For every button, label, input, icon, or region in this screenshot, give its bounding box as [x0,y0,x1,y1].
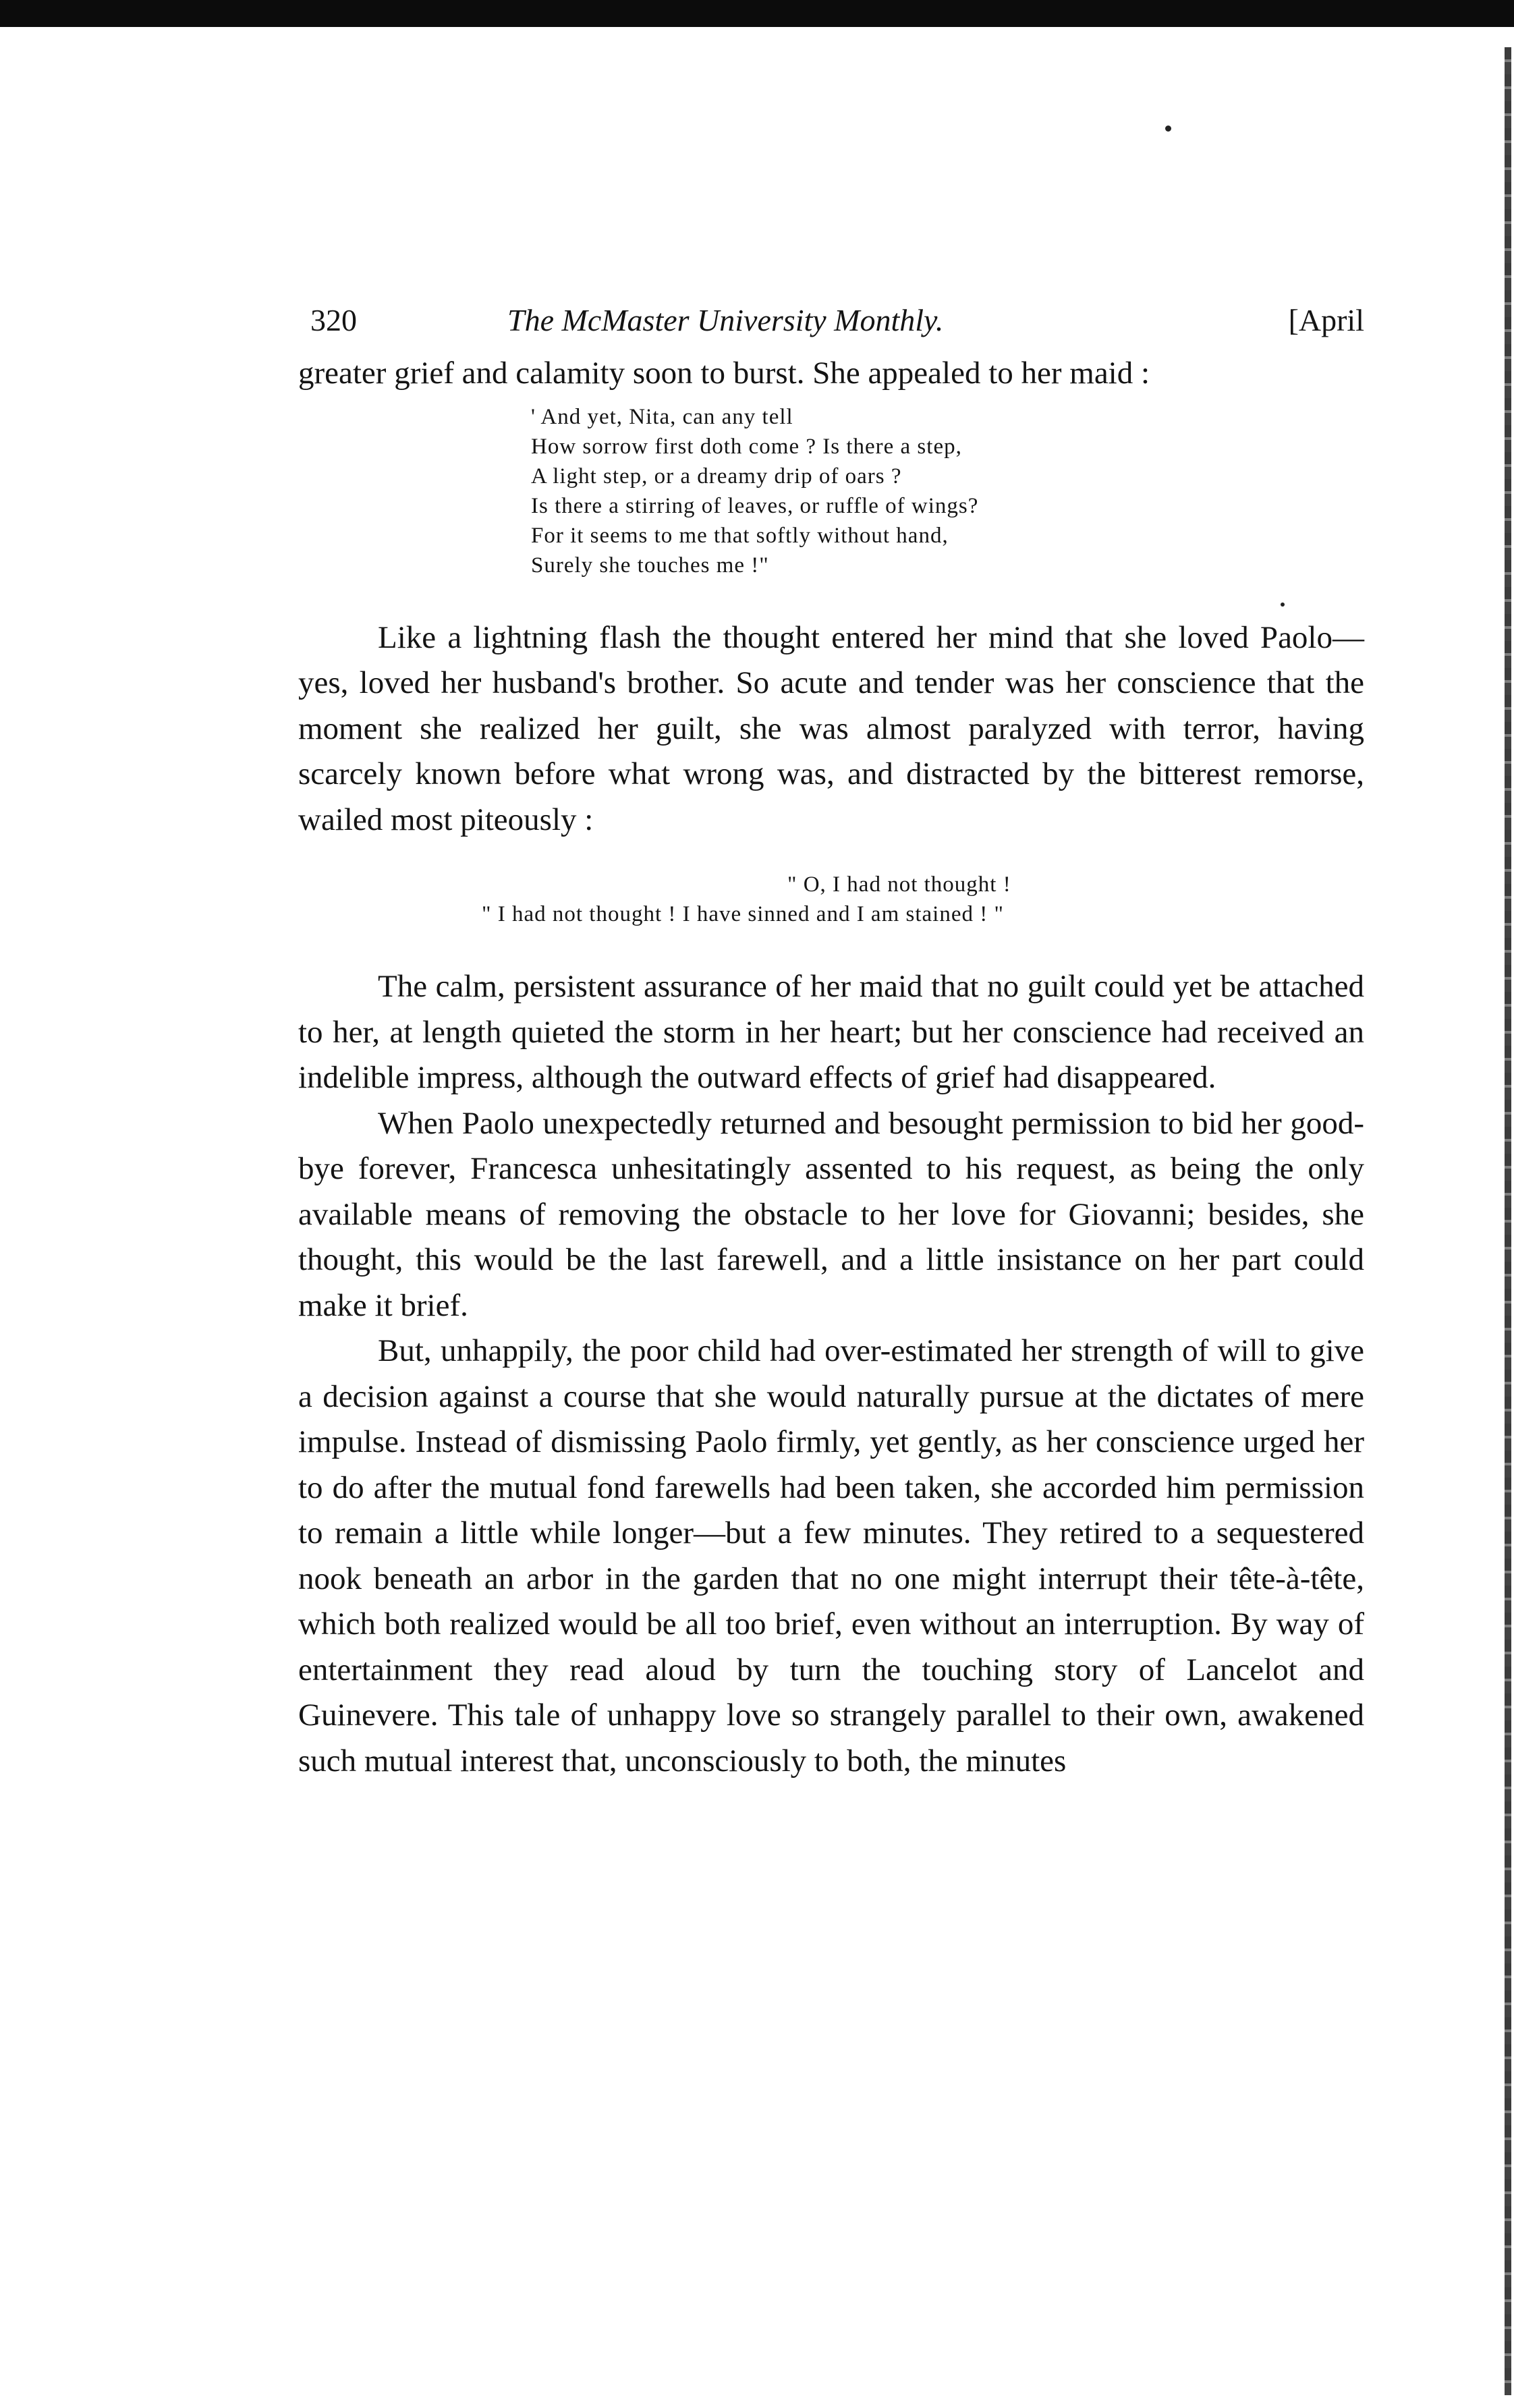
paragraph-continuation: greater grief and calamity soon to burst. She appealed to her maid : [298,356,1150,391]
scan-binding-edge [1505,47,1511,2395]
document-page [298,297,1364,1784]
verse-line: Is there a stirring of leaves, or ruffle of wings? [531,493,979,518]
scan-top-border [0,0,1514,27]
paragraph-calm-assurance: The calm, persistent assurance of her maid that no guilt could yet be attached to her, at length quieted the storm in her heart; but her conscience had received an indelible impress, although the outward effects of grief had disappeared. [298,969,1364,1095]
verse-line: How sorrow first doth come ? Is there a step, [531,434,962,459]
paragraph-but-unhappily: But, unhappily, the poor child had over-estimated her strength of will to give a decision against a course that she would naturally pursue at the dictates of mere impulse. Instead of dismissing Paolo firmly, yet gently, as her conscience urged her to do after the mutual fond farewells had been taken, she accorded him permission to remain a little while longer—but a few minutes. They retired to a sequestered nook beneath an arbor in the garden that no one might interrupt their tête-à-tête, which both realized would be all too brief, even without an interruption. By way of entertainment they read aloud by turn the touching story of Lancelot and Guinevere. This tale of unhappy love so strangely parallel to their own, awakened such mutual interest that, unconsciously to both, the minutes [298,1333,1364,1779]
page-number: 320 [310,303,357,337]
verse-line: " O, I had not thought ! [787,872,1011,897]
running-head [298,297,1364,344]
journal-title: The McMaster University Monthly. [507,303,944,337]
verse-quotation-lament [298,870,1364,929]
issue-month: [April [1288,303,1364,337]
verse-quotation-nita [531,402,1364,580]
paragraph-paolo-returned: When Paolo unexpectedly returned and besought permission to bid her good-bye forever, Francesca unhesitatingly assented to his request, as being the only available means of removing the obstacle to her love for Giovanni; besides, she thought, this would be the last farewell, and a little insistance on her part could make it brief. [298,1105,1364,1323]
verse-line: ' And yet, Nita, can any tell [531,404,793,429]
verse-line: Surely she touches me !" [531,553,769,578]
verse-line: A light step, or a dreamy drip of oars ? [531,464,902,488]
scan-speck [1165,125,1171,132]
paragraph-lightning-flash: Like a lightning flash the thought entered her mind that she loved Paolo—yes, loved her husband's brother. So acute and tender was her conscience that the moment she realized her guilt, she was almost paralyzed with terror, having scarcely known before what wrong was, and distracted by the bitterest remorse, wailed most piteously : [298,619,1364,837]
verse-line: For it seems to me that softly without hand, [531,523,949,548]
verse-line: " I had not thought ! I have sinned and I am stained ! " [482,902,1004,926]
